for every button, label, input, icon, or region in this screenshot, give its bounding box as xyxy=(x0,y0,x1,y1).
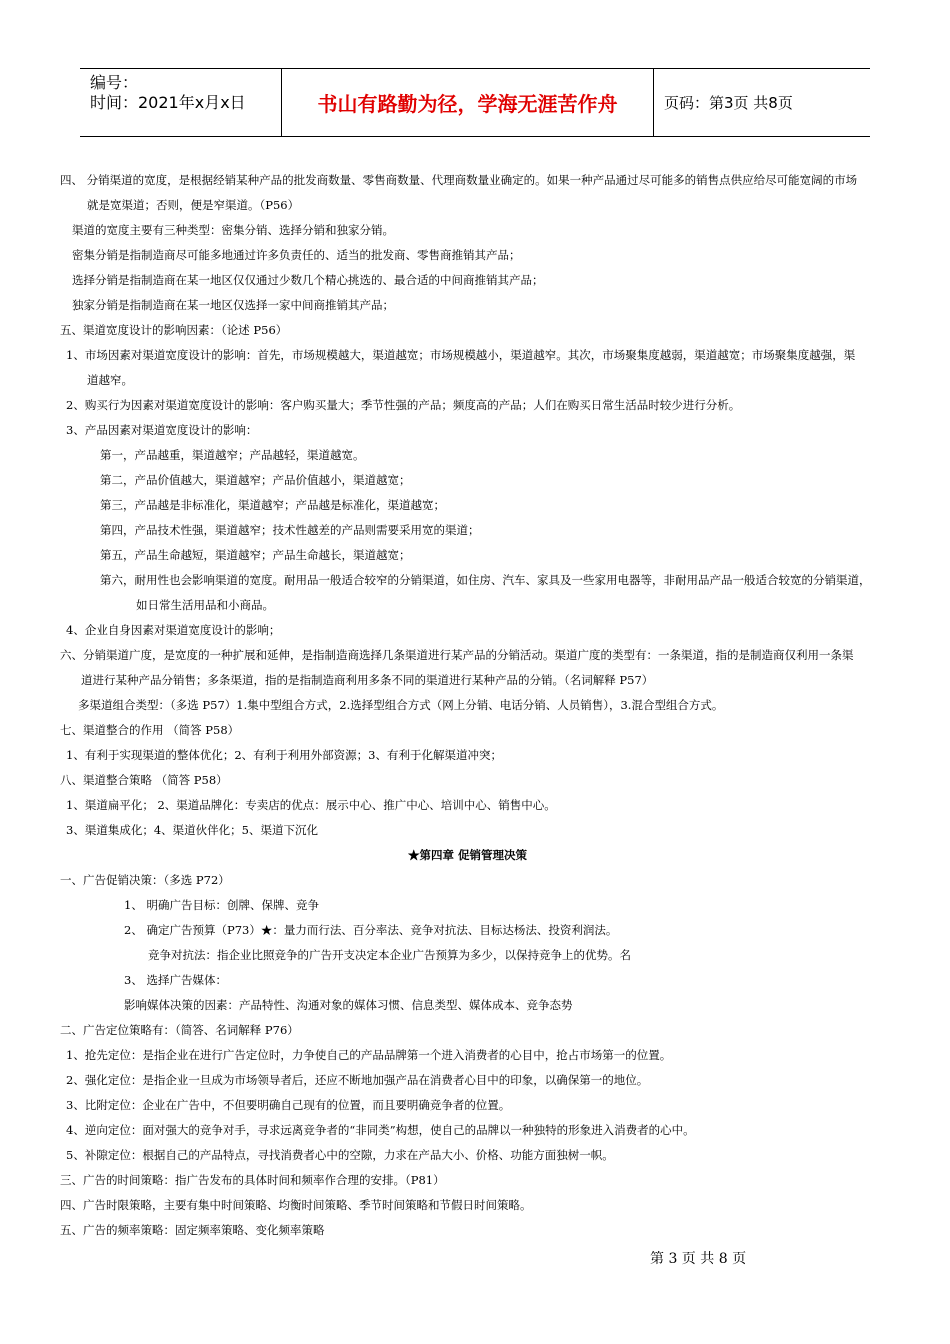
body-line: 4、逆向定位：面对强大的竞争对手，寻求远离竞争者的“非同类”构想，使自己的品牌以一种独特的形象进入消费者的心中。 xyxy=(66,1123,695,1137)
body-line: 道进行某种产品分销售；多条渠道，指的是指制造商利用多条不同的渠道进行某种产品的分销。（名词解释 P57） xyxy=(81,673,654,687)
chapter-title: ★第四章 促销管理决策 xyxy=(408,848,528,862)
section-heading: 一、广告促销决策：（多选 P72） xyxy=(60,873,230,887)
body-line: 2、 确定广告预算（P73）★：量力而行法、百分率法、竞争对抗法、目标达杨法、投资利润法。 xyxy=(124,923,618,937)
body-line: 2、购买行为因素对渠道宽度设计的影响：客户购买量大；季节性强的产品；频度高的产品；人们在购买日常生活品时较少进行分析。 xyxy=(66,398,741,412)
body-line: 密集分销是指制造商尽可能多地通过许多负责任的、适当的批发商、零售商推销其产品； xyxy=(72,248,521,262)
page-footer: 第 3 页 共 8 页 xyxy=(650,1251,747,1267)
body-line: 1、 明确广告目标：创牌、保牌、竞争 xyxy=(124,898,319,912)
body-line: 第五，产品生命越短，渠道越窄；产品生命越长，渠道越宽； xyxy=(100,548,411,562)
body-line: 4、企业自身因素对渠道宽度设计的影响； xyxy=(66,623,281,637)
body-line: 独家分销是指制造商在某一地区仅选择一家中间商推销其产品； xyxy=(72,298,394,312)
body-line: 第四，产品技术性强，渠道越窄；技术性越差的产品则需要采用宽的渠道； xyxy=(100,523,480,537)
body-line: 3、 选择广告媒体： xyxy=(124,973,227,987)
body-line: 3、渠道集成化；4、渠道伙伴化；5、渠道下沉化 xyxy=(66,823,318,837)
body-line: 影响媒体决策的因素：产品特性、沟通对象的媒体习惯、信息类型、媒体成本、竞争态势 xyxy=(124,998,573,1012)
body-line: 3、比附定位：企业在广告中，不但要明确自己现有的位置，而且要明确竞争者的位置。 xyxy=(66,1098,511,1112)
body-line: 如日常生活用品和小商品。 xyxy=(136,598,274,612)
body-line: 1、市场因素对渠道宽度设计的影响：首先，市场规模越大，渠道越宽；市场规模越小，渠道越窄。其次，市场聚集度越弱，渠道越宽；市场聚集度越强，渠 xyxy=(66,348,856,362)
body-line: 1、有利于实现渠道的整体优化；2、有利于利用外部资源；3、有利于化解渠道冲突； xyxy=(66,748,502,762)
section-heading: 五、渠道宽度设计的影响因素：（论述 P56） xyxy=(60,323,288,337)
number-label: 编号： xyxy=(90,73,139,92)
body-line: 2、强化定位：是指企业一旦成为市场领导者后，还应不断地加强产品在消费者心目中的印象，以确保第一的地位。 xyxy=(66,1073,649,1087)
section-heading: 五、广告的频率策略：固定频率策略、变化频率策略 xyxy=(60,1223,325,1237)
body-line: 第一，产品越重，渠道越窄；产品越轻，渠道越宽。 xyxy=(100,448,365,462)
body-line: 竞争对抗法：指企业比照竞争的广告开支决定本企业广告预算为多少，以保持竞争上的优势。名 xyxy=(148,948,631,962)
body-line: 1、渠道扁平化； 2、渠道品牌化：专卖店的优点：展示中心、推广中心、培训中心、销售中心。 xyxy=(66,798,556,812)
body-line: 第二，产品价值越大，渠道越窄；产品价值越小，渠道越宽； xyxy=(100,473,411,487)
section-heading: 六、分销渠道广度，是宽度的一种扩展和延伸，是指制造商选择几条渠道进行某产品的分销活动。渠道广度的类型有：一条渠道，指的是制造商仅利用一条渠 xyxy=(60,648,854,662)
body-line: 道越窄。 xyxy=(87,373,133,387)
section-heading: 二、广告定位策略有：（简答、名词解释 P76） xyxy=(60,1023,299,1037)
body-line: 3、产品因素对渠道宽度设计的影响： xyxy=(66,423,258,437)
body-line: 第三，产品越是非标准化，渠道越窄；产品越是标准化，渠道越宽； xyxy=(100,498,445,512)
section-heading: 七、渠道整合的作用 （简答 P58） xyxy=(60,723,240,737)
time-label: 时间：2021年x月x日 xyxy=(90,93,246,112)
body-line: 第六，耐用性也会影响渠道的宽度。耐用品一般适合较窄的分销渠道，如住房、汽车、家具及一些家用电器等，非耐用品产品一般适合较宽的分销渠道， xyxy=(100,573,871,587)
section-heading: 三、广告的时间策略：指广告发布的具体时间和频率作合理的安排。（P81） xyxy=(60,1173,445,1187)
section-heading: 八、渠道整合策略 （简答 P58） xyxy=(60,773,228,787)
body-line: 渠道的宽度主要有三种类型：密集分销、选择分销和独家分销。 xyxy=(72,223,394,237)
body-line: 就是宽渠道；否则，便是窄渠道。（P56） xyxy=(87,198,300,212)
body-line: 多渠道组合类型：（多选 P57）1.集中型组合方式，2.选择型组合方式（网上分销、电话分销、人员销售），3.混合型组合方式。 xyxy=(78,698,724,712)
body-line: 1、抢先定位：是指企业在进行广告定位时，力争使自己的产品品牌第一个进入消费者的心目中，抢占市场第一的位置。 xyxy=(66,1048,672,1062)
body-line: 5、补隙定位：根据自己的产品特点，寻找消费者心中的空隙，力求在产品大小、价格、功能方面独树一帜。 xyxy=(66,1148,614,1162)
motto: 书山有路勤为径，学海无涯苦作舟 xyxy=(282,69,654,136)
page-info: 页码：第3页 共8页 xyxy=(664,94,793,112)
document-header xyxy=(80,68,870,137)
section-heading: 四、广告时限策略，主要有集中时间策略、均衡时间策略、季节时间策略和节假日时间策略。 xyxy=(60,1198,532,1212)
header-meta-cell xyxy=(80,69,282,136)
body-line: 四、 分销渠道的宽度，是根据经销某种产品的批发商数量、零售商数量、代理商数量业确定的。如果一种产品通过尽可能多的销售点供应给尽可能宽阔的市场 xyxy=(60,173,858,187)
body-line: 选择分销是指制造商在某一地区仅仅通过少数几个精心挑选的、最合适的中间商推销其产品； xyxy=(72,273,544,287)
